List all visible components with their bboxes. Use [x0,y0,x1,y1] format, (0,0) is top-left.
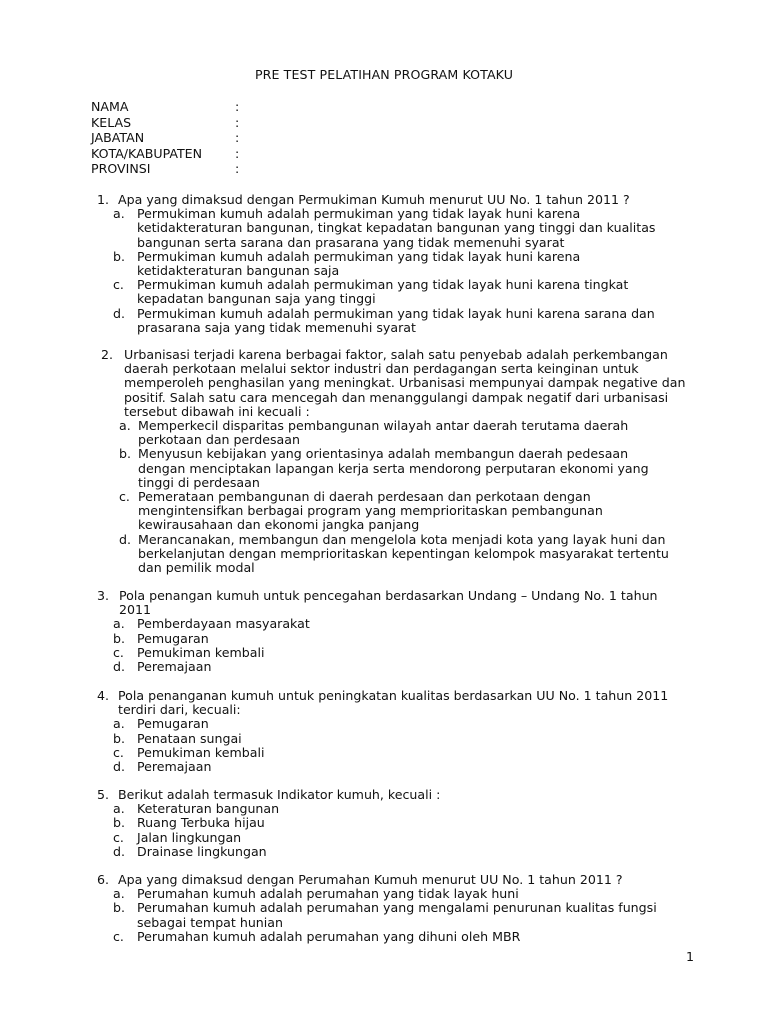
option-label: a. [113,206,125,222]
question-number: 3. [97,588,110,603]
option-text: Keteraturan bangunan [137,801,280,817]
option-a [0,419,720,447]
form-colon: : [235,145,240,161]
option-label: b. [113,900,125,916]
form-row-kelas [91,116,391,132]
option-b [0,632,720,646]
option-label: d. [113,843,125,859]
form-label: PROVINSI [91,161,151,176]
option-label: c. [113,829,124,845]
form-row-provinsi [91,162,391,178]
option-b [0,447,720,490]
option-label: b. [113,630,125,646]
option-text: Pemugaran [137,716,209,732]
question-text: Apa yang dimaksud dengan Permukiman Kumuh menurut UU No. 1 tahun 2011 ? [118,192,630,207]
question-number: 2. [101,347,114,362]
question-text: Pola penangan kumuh untuk pencegahan berdasarkan Undang – Undang No. 1 tahun 2011 [119,588,658,618]
form-row-jabatan [91,131,391,147]
option-label: d. [113,759,125,775]
option-c [0,930,720,944]
question-number: 5. [97,787,110,802]
option-text: Pemukiman kembali [137,644,265,660]
option-b [0,901,720,929]
option-label: b. [113,815,125,831]
form-colon: : [235,99,240,114]
option-text: Jalan lingkungan [137,829,242,845]
form-label: KELAS [91,114,132,130]
question-6 [0,873,720,944]
option-label: c. [113,644,124,660]
identity-form [91,100,391,178]
question-1 [0,193,720,335]
question-stem [0,788,720,802]
option-label: b. [113,730,125,746]
option-a [0,887,720,901]
option-d [0,760,720,774]
question-number: 4. [97,688,110,703]
form-colon: : [235,161,240,176]
page-title: PRE TEST PELATIHAN PROGRAM KOTAKU [254,67,514,82]
option-text: Penataan sungai [137,730,242,746]
question-text: Berikut adalah termasuk Indikator kumuh, kecuali : [118,787,441,802]
option-c [0,831,720,845]
option-d [0,660,720,674]
option-label: d. [113,659,125,675]
option-label: a. [113,716,125,732]
option-b [0,816,720,830]
question-5 [0,788,720,859]
question-stem [0,193,720,207]
option-text: Perumahan kumuh adalah perumahan yang tidak layak huni [137,886,519,902]
option-label: a. [113,886,125,902]
option-c [0,646,720,660]
option-text: Merancanakan, membangun dan mengelola kota menjadi kota yang layak huni dan berkelanjutan dengan memprioritaskan kepentingan kelompok masyarakat tertentu dan pemilik modal [138,531,669,576]
option-d [0,845,720,859]
form-label: NAMA [91,99,129,114]
option-text: Pemberdayaan masyarakat [137,616,310,632]
option-b [0,250,720,278]
question-4 [0,689,720,774]
question-text: Urbanisasi terjadi karena berbagai faktor, salah satu penyebab adalah perkembangan daerah perkotaan melalui sektor industri dan perdagangan serta keinginan untuk memperoleh penghasilan yang meningkat. Urbanisasi mempunyai dampak negative dan positif. Salah satu cara mencegah dan menanggulangi dampak negatif dari urbanisasi tersebut dibawah ini kecuali : [124,347,686,419]
question-stem [0,589,720,617]
form-row-nama [91,100,391,116]
option-text: Pemerataan pembangunan di daerah perdesaan dan perkotaan dengan mengintensifkan berbagai program yang memprioritaskan pembangunan kewirausahaan dan ekonomi jangka panjang [138,489,603,533]
option-label: c. [113,928,124,944]
question-number: 6. [97,872,110,887]
option-text: Permukiman kumuh adalah permukiman yang tidak layak huni karena tingkat kepadatan bangunan saja yang tinggi [137,277,629,307]
option-text: Peremajaan [137,759,212,775]
option-text: Menyusun kebijakan yang orientasinya adalah membangun daerah pedesaan dengan menciptakan lapangan kerja serta mendorong perputaran ekonomi yang tinggi di perdesaan [138,446,649,490]
option-label: d. [119,531,131,547]
option-label: a. [113,616,125,632]
question-2 [0,348,720,575]
option-a [0,802,720,816]
option-c [0,278,720,306]
option-text: Peremajaan [137,659,212,675]
option-text: Perumahan kumuh adalah perumahan yang dihuni oleh MBR [137,928,521,944]
option-d [0,307,720,335]
form-label: JABATAN [91,130,145,145]
form-label: KOTA/KABUPATEN [91,145,203,161]
form-colon: : [235,130,240,145]
option-a [0,207,720,250]
question-number: 1. [97,192,110,207]
option-label: c. [119,489,130,505]
question-3 [0,589,720,674]
option-b [0,732,720,746]
option-a [0,717,720,731]
option-label: c. [113,744,124,760]
option-label: c. [113,277,124,293]
option-text: Permukiman kumuh adalah permukiman yang tidak layak huni karena sarana dan prasarana saja yang tidak memenuhi syarat [137,305,655,335]
form-colon: : [235,114,240,130]
option-d [0,533,720,576]
option-text: Permukiman kumuh adalah permukiman yang tidak layak huni karena ketidakteraturan bangunan, tingkat kepadatan bangunan yang tinggi dan kualitas bangunan serta sarana dan prasarana yang tidak memenuhi syarat [137,206,656,250]
option-text: Pemugaran [137,630,209,646]
option-text: Memperkecil disparitas pembangunan wilayah antar daerah terutama daerah perkotaan dan perdesaan [138,418,629,448]
option-text: Perumahan kumuh adalah perumahan yang mengalami penurunan kualitas fungsi sebagai tempat hunian [137,900,657,930]
option-label: b. [113,248,125,264]
option-text: Drainase lingkungan [137,843,267,859]
option-text: Permukiman kumuh adalah permukiman yang tidak layak huni karena ketidakteraturan bangunan saja [137,248,581,279]
option-a [0,617,720,631]
question-stem [0,348,720,419]
page-number: 1 [686,949,695,964]
question-stem [0,873,720,887]
question-text: Apa yang dimaksud dengan Perumahan Kumuh menurut UU No. 1 tahun 2011 ? [118,872,623,887]
question-stem [0,689,720,717]
option-c [0,746,720,760]
question-text: Pola penanganan kumuh untuk peningkatan kualitas berdasarkan UU No. 1 tahun 2011 terdiri dari, kecuali: [118,688,669,718]
option-label: d. [113,305,125,321]
option-text: Ruang Terbuka hijau [137,815,265,831]
option-label: a. [113,801,125,817]
option-label: a. [119,418,131,434]
option-label: b. [119,446,131,462]
option-c [0,490,720,533]
option-text: Pemukiman kembali [137,744,265,760]
form-row-kota-kabupaten [91,147,391,163]
